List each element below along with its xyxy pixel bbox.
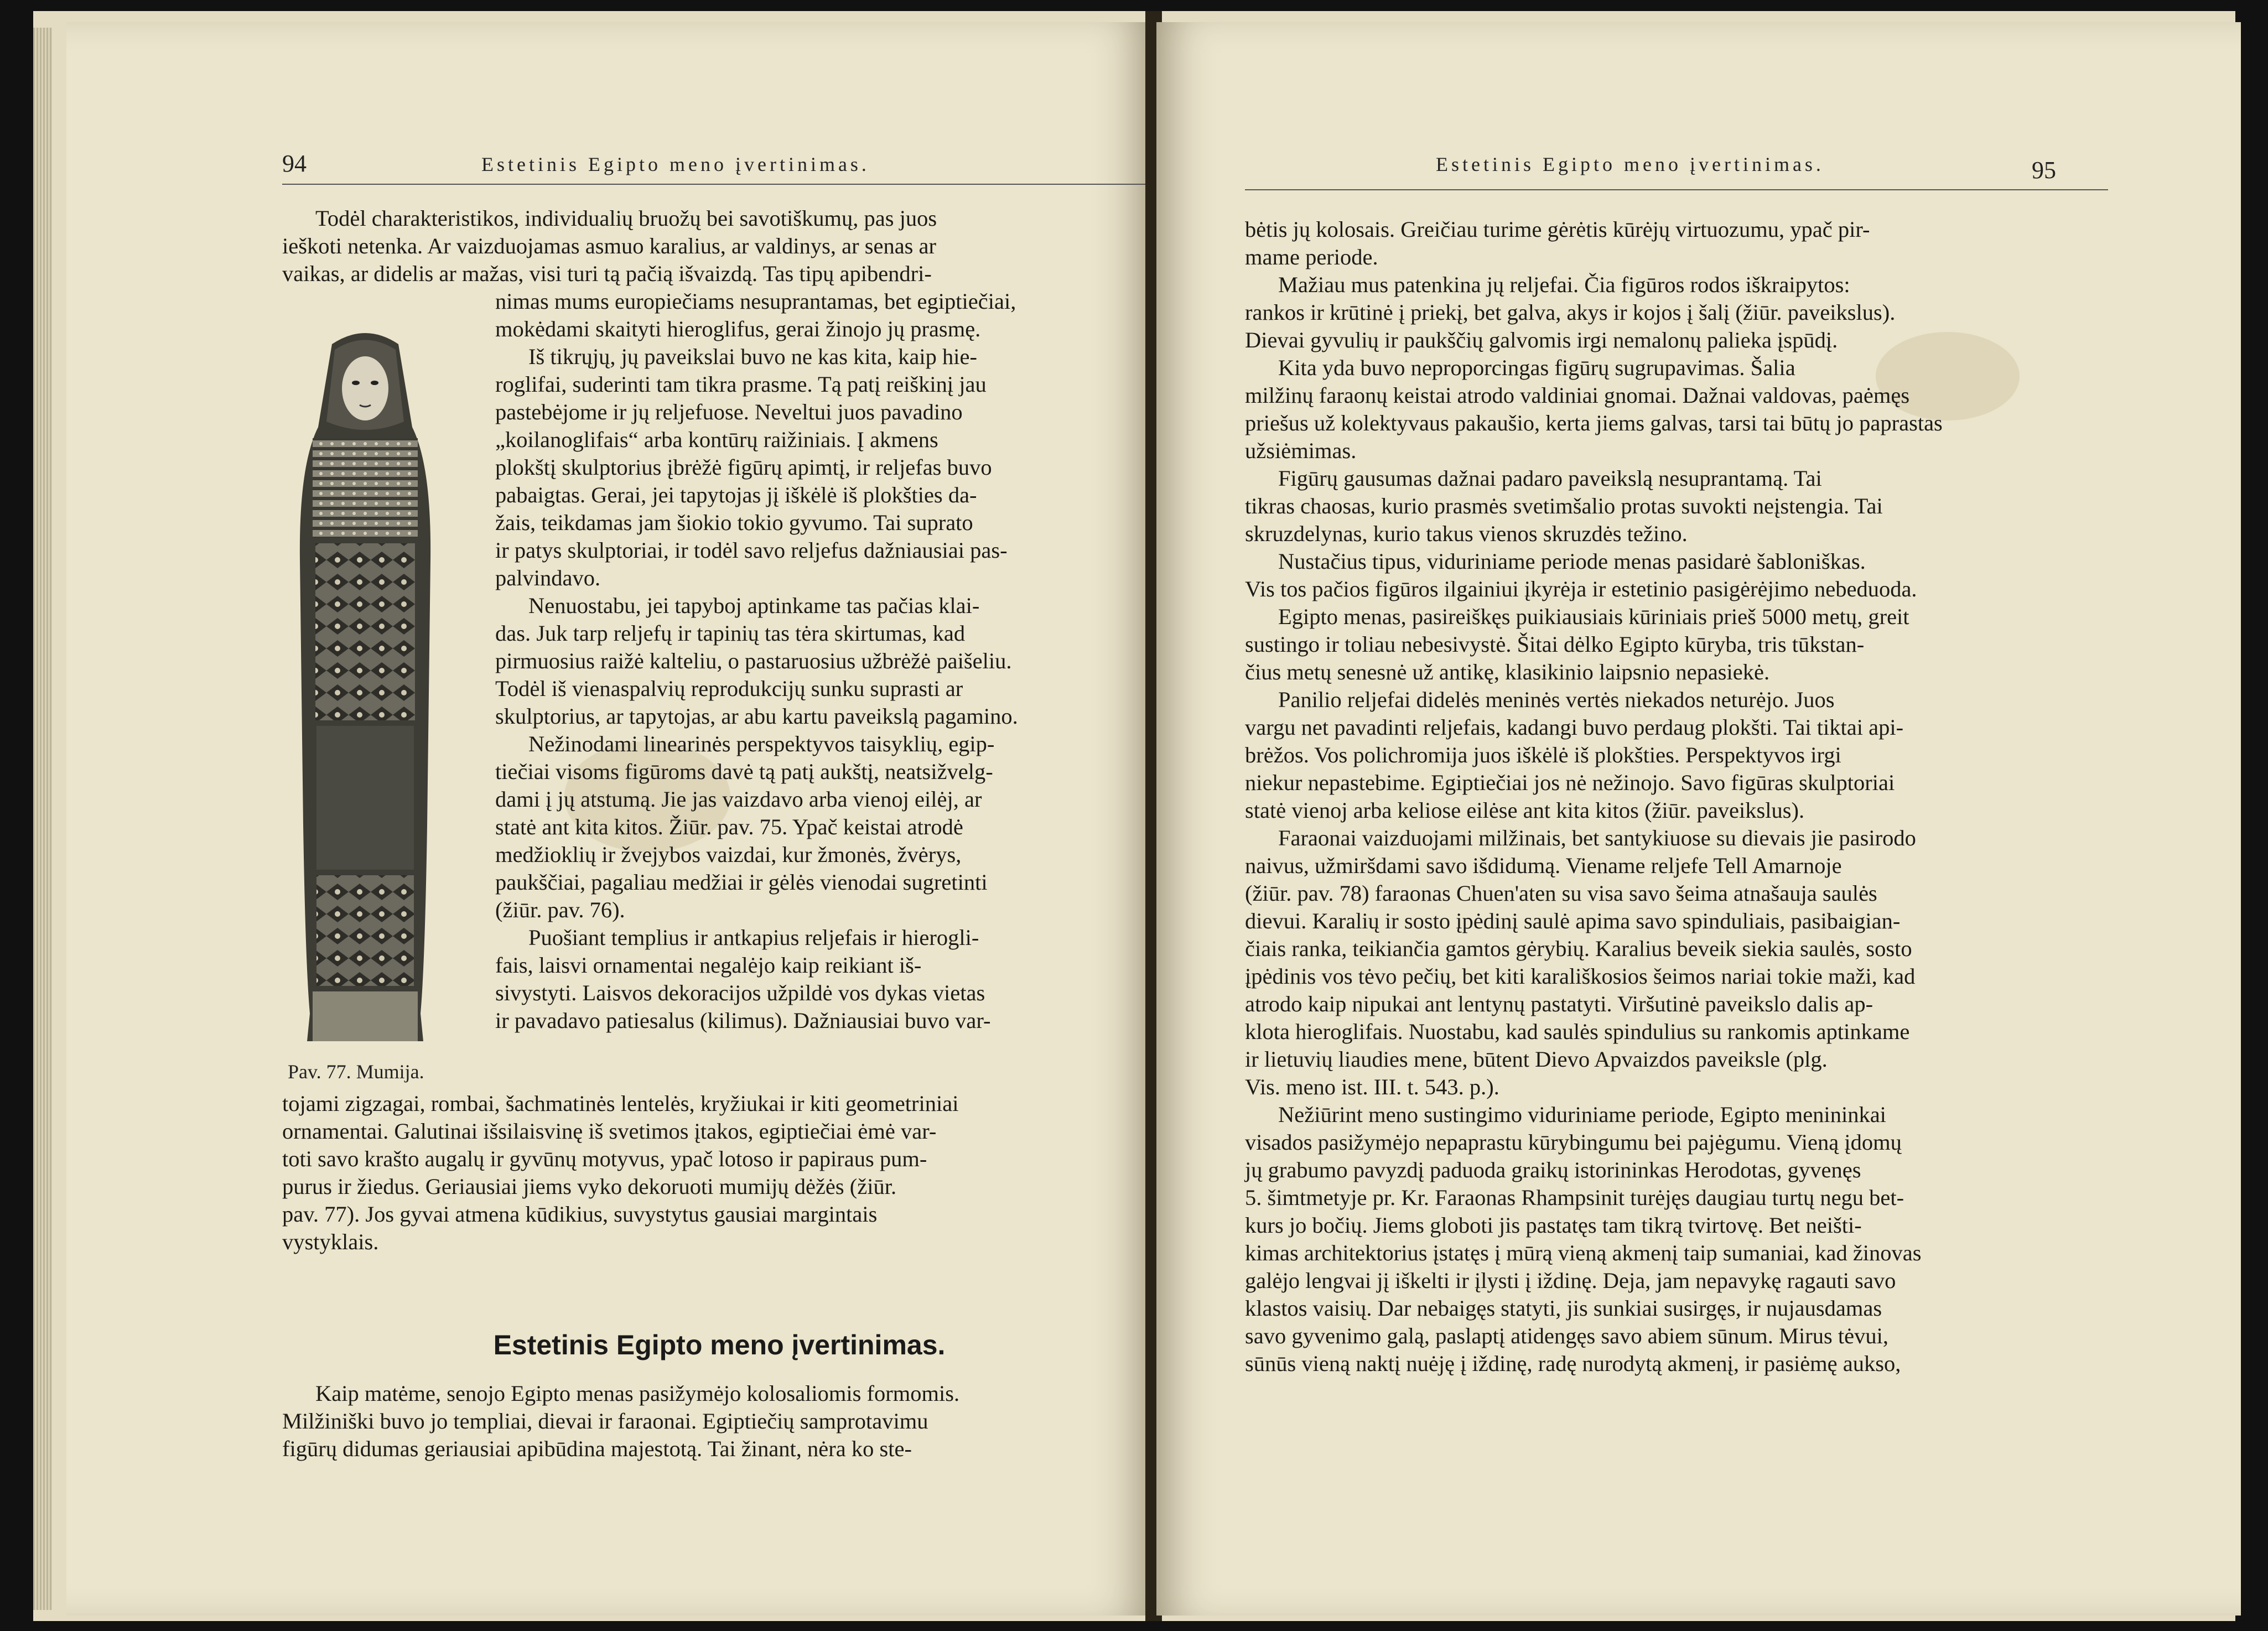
text-line: Todėl iš vienaspalvių reprodukcijų sunku suprasti ar <box>495 676 963 701</box>
text-line: sūnūs vieną naktį nuėję į iždinę, radę nurodytą akmenį, ir pasiėmę aukso, <box>1245 1351 1901 1376</box>
paragraph-final <box>282 1380 1151 1463</box>
text-line: įpėdinis vos tėvo pečių, bet kiti karališkosios šeimos nariai tokie maži, kad <box>1245 964 1916 989</box>
text-line: Kaip matėme, senojo Egipto menas pasižymėjo kolosaliomis formomis. <box>315 1381 960 1406</box>
text-line: užsiėmimas. <box>1245 438 1357 463</box>
text-line: Puošiant templius ir antkapius reljefais ir hierogli- <box>528 925 979 950</box>
text-line: niekur nepastebime. Egiptiečiai jos nė nežinojo. Savo figūras skulptoriai <box>1245 770 1895 795</box>
text-line: das. Juk tarp reljefų ir tapinių tas tėra skirtumas, kad <box>495 621 966 646</box>
text-line: Egipto menas, pasireiškęs puikiausiais kūriniais prieš 5000 metų, greit <box>1278 604 1909 629</box>
text-line: sivystyti. Laisvos dekoracijos užpildė vos dykas vietas <box>495 980 985 1005</box>
section-title: Estetinis Egipto meno įvertinimas. <box>493 1329 946 1360</box>
mummy-illustration <box>282 328 448 1045</box>
text-line: skruzdelynas, kurio takus vienos skruzdės težino. <box>1245 521 1688 546</box>
running-head: Estetinis Egipto meno įvertinimas. <box>481 153 870 175</box>
text-line: žais, teikdamas jam šiokio tokio gyvumo. Tai suprato <box>495 510 973 535</box>
left-page-edges <box>33 28 52 1610</box>
text-line: čiais ranka, teikiančia gamtos gėrybių. Karalius beveik siekia saulės, sosto <box>1245 936 1912 961</box>
text-line: roglifai, suderinti tam tikra prasme. Tą patį reiškinį jau <box>495 372 987 397</box>
header-rule <box>282 184 1151 185</box>
text-line: Dievai gyvulių ir paukščių galvomis irgi nemalonų palieka įspūdį. <box>1245 328 1838 352</box>
text-line: atrodo kaip nipukai ant lentynų pastatyti. Viršutinė paveikslo dalis ap- <box>1245 991 1873 1016</box>
text-line: plokštį skulptorius įbrėžė figūrų apimtį, ir reljefas buvo <box>495 455 992 480</box>
paragraph-bottom <box>282 1090 1151 1256</box>
text-line: Nustačius tipus, viduriniame periode menas pasidarė šabloniškas. <box>1278 549 1866 574</box>
text-line: Mažiau mus patenkina jų reljefai. Čia figūros rodos iškraipytos: <box>1278 272 1850 297</box>
left-page <box>66 22 1151 1616</box>
text-line: kurs jo bočių. Jiems globoti jis pastatęs tam tikrą tvirtovę. Bet neišti- <box>1245 1213 1862 1238</box>
text-line: Panilio reljefai didelės meninės vertės niekados neturėjo. Juos <box>1278 687 1835 712</box>
text-line: ornamentai. Galutinai išsilaisvinę iš svetimos įtakos, egiptiečiai ėmė var- <box>282 1119 937 1144</box>
text-line: visados pasižymėjo nepaprastu kūrybingumu bei pajėgumu. Vieną įdomų <box>1245 1130 1902 1155</box>
text-line: pirmuosius raižė kalteliu, o pastaruosius užbrėžė paišeliu. <box>495 648 1012 673</box>
text-line: brėžos. Vos polichromija juos iškėlė iš plokšties. Perspektyvos irgi <box>1245 742 1841 767</box>
text-line: čius metų senesnė už antikę, klasikinio laipsnio nepasiekė. <box>1245 659 1770 684</box>
text-line: vaikas, ar didelis ar mažas, visi turi tą pačią išvaizdą. Tas tipų apibendri- <box>282 261 932 286</box>
text-line: pastebėjome ir jų reljefuose. Neveltui juos pavadino <box>495 399 963 424</box>
text-line: Todėl charakteristikos, individualių bruožų bei savotiškumų, pas juos <box>315 206 937 231</box>
text-line: Figūrų gausumas dažnai padaro paveikslą nesuprantamą. Tai <box>1278 466 1822 491</box>
paragraph-side <box>495 288 1151 1035</box>
text-line: ieškoti netenka. Ar vaizduojamas asmuo karalius, ar valdinys, ar senas ar <box>282 233 937 258</box>
text-line: ir lietuvių liaudies mene, būtent Dievo Apvaizdos paveiksle (plg. <box>1245 1047 1828 1072</box>
text-line: „koilanoglifais“ arba kontūrų raižiniais. Į akmens <box>495 427 938 452</box>
text-line: klastos vaisių. Dar nebaigęs statyti, jis sunkiai susirgęs, ir nujausdamas <box>1245 1296 1882 1321</box>
text-line: toti savo krašto augalų ir gyvūnų motyvus, ypač lotoso ir papiraus pum- <box>282 1146 927 1171</box>
text-line: bėtis jų kolosais. Greičiau turime gėrėtis kūrėjų virtuozumu, ypač pir- <box>1245 217 1870 242</box>
text-line: Nenuostabu, jei tapyboj aptinkame tas pačias klai- <box>528 593 980 618</box>
text-line: dami į jų atstumą. Jie jas vaizdavo arba vienoj eilėj, ar <box>495 787 982 812</box>
text-line: Iš tikrųjų, jų paveikslai buvo ne kas kita, kaip hie- <box>528 344 977 369</box>
text-line: fais, laisvi ornamentai negalėjo kaip reikiant iš- <box>495 953 922 978</box>
page-number: 95 <box>2032 157 2056 184</box>
text-line: ir pavadavo patiesalus (kilimus). Dažniausiai buvo var- <box>495 1008 991 1033</box>
text-line: palvindavo. <box>495 565 601 590</box>
text-line: milžinų faraonų keistai atrodo valdiniai gnomai. Dažnai valdovas, paėmęs <box>1245 383 1910 408</box>
text-line: Vis tos pačios figūros ilgainiui įkyrėja ir estetinio pasigėrėjimo nebeduoda. <box>1245 576 1917 601</box>
text-line: 5. šimtmetyje pr. Kr. Faraonas Rhampsinit turėjęs daugiau turtų negu bet- <box>1245 1185 1904 1210</box>
running-head: Estetinis Egipto meno įvertinimas. <box>1436 153 1824 175</box>
text-line: Faraonai vaizduojami milžinais, bet santykiuose su dievais jie pasirodo <box>1278 825 1916 850</box>
text-line: medžioklių ir žvejybos vaizdai, kur žmonės, žvėrys, <box>495 842 962 867</box>
text-line: Nežinodami linearinės perspektyvos taisyklių, egip- <box>528 731 995 756</box>
text-line: figūrų didumas geriausiai apibūdina majestotą. Tai žinant, nėra ko ste- <box>282 1436 912 1461</box>
text-line: Vis. meno ist. III. t. 543. p.). <box>1245 1074 1499 1099</box>
text-line: Kita yda buvo neproporcingas figūrų sugrupavimas. Šalia <box>1278 355 1795 380</box>
text-line: savo gyvenimo galą, paslaptį atidengęs savo abiem sūnum. Mirus tėvui, <box>1245 1323 1889 1348</box>
text-line: Nežiūrint meno sustingimo viduriniame periode, Egipto menininkai <box>1278 1102 1886 1127</box>
text-line: sustingo ir toliau nebesivystė. Šitai dėlko Egipto kūryba, tris tūkstan- <box>1245 632 1865 657</box>
text-line: priešus už kolektyvaus pakaušio, kerta jiems galvas, tarsi tai būtų jo paprastas <box>1245 411 1943 435</box>
text-line: (žiūr. pav. 78) faraonas Chuen'aten su visa savo šeima atnašauja saulės <box>1245 881 1877 906</box>
text-line: mokėdami skaityti hieroglifus, gerai žinojo jų prasmę. <box>495 316 981 341</box>
text-line: nimas mums europiečiams nesuprantamas, bet egiptiečiai, <box>495 289 1016 314</box>
text-line: (žiūr. pav. 76). <box>495 897 625 922</box>
right-page-body <box>1245 216 2108 1378</box>
text-line: tojami zigzagai, rombai, šachmatinės lentelės, kryžiukai ir kiti geometriniai <box>282 1091 959 1116</box>
text-line: vystyklais. <box>282 1229 379 1254</box>
text-line: dievui. Karalių ir sosto įpėdinį saulė apima savo spinduliais, pasibaigian- <box>1245 908 1901 933</box>
text-line: vargu net pavadinti reljefais, kadangi buvo perdaug plokšti. Tai tiktai api- <box>1245 715 1904 740</box>
figure-caption: Pav. 77. Mumija. <box>288 1061 424 1083</box>
page-number: 94 <box>282 150 307 177</box>
text-line: galėjo lengvai jį iškelti ir įlysti į iždinę. Deja, jam nepavykę ragauti savo <box>1245 1268 1896 1293</box>
text-line: statė ant kita kitos. Žiūr. pav. 75. Ypač keistai atrodė <box>495 814 963 839</box>
text-line: purus ir žiedus. Geriausiai jiems vyko dekoruoti mumijų dėžės (žiūr. <box>282 1174 897 1199</box>
text-line: kimas architektorius įstatęs į mūrą vieną akmenį taip sumaniai, kad žinovas <box>1245 1240 1922 1265</box>
text-line: klota hieroglifais. Nuostabu, kad saulės spindulius su rankomis aptinkame <box>1245 1019 1910 1044</box>
text-line: pabaigtas. Gerai, jei tapytojas jį iškėlė iš plokšties da- <box>495 482 977 507</box>
text-line: Milžiniški buvo jo templiai, dievai ir faraonai. Egiptiečių samprotavimu <box>282 1409 928 1433</box>
text-line: skulptorius, ar tapytojas, ar abu kartu paveikslą pagamino. <box>495 704 1018 729</box>
text-line: tiečiai visoms figūroms davė tą patį aukštį, neatsižvelg- <box>495 759 993 784</box>
open-book <box>33 11 2235 1621</box>
text-line: mame periode. <box>1245 245 1378 269</box>
text-line: naivus, užmiršdami savo išdidumą. Viename reljefe Tell Amarnoje <box>1245 853 1842 878</box>
header-rule <box>1245 189 2108 190</box>
text-line: paukščiai, pagaliau medžiai ir gėlės vienodai sugretinti <box>495 870 988 895</box>
text-line: tikras chaosas, kurio prasmės svetimšalio protas suvokti neįstengia. Tai <box>1245 494 1883 518</box>
paragraph-top <box>282 205 1151 288</box>
text-line: statė vienoj arba keliose eilėse ant kita kitos (žiūr. paveikslus). <box>1245 798 1805 823</box>
text-line: pav. 77). Jos gyvai atmena kūdikius, suvystytus gausiai margintais <box>282 1202 878 1227</box>
right-page <box>1156 22 2241 1616</box>
text-line: jų grabumo pavyzdį paduoda graikų istorininkas Herodotas, gyvenęs <box>1245 1157 1861 1182</box>
text-line: rankos ir krūtinė į priekį, bet galva, akys ir kojos į šalį (žiūr. paveikslus). <box>1245 300 1896 325</box>
text-line: ir patys skulptoriai, ir todėl savo reljefus dažniausiai pas- <box>495 538 1008 563</box>
